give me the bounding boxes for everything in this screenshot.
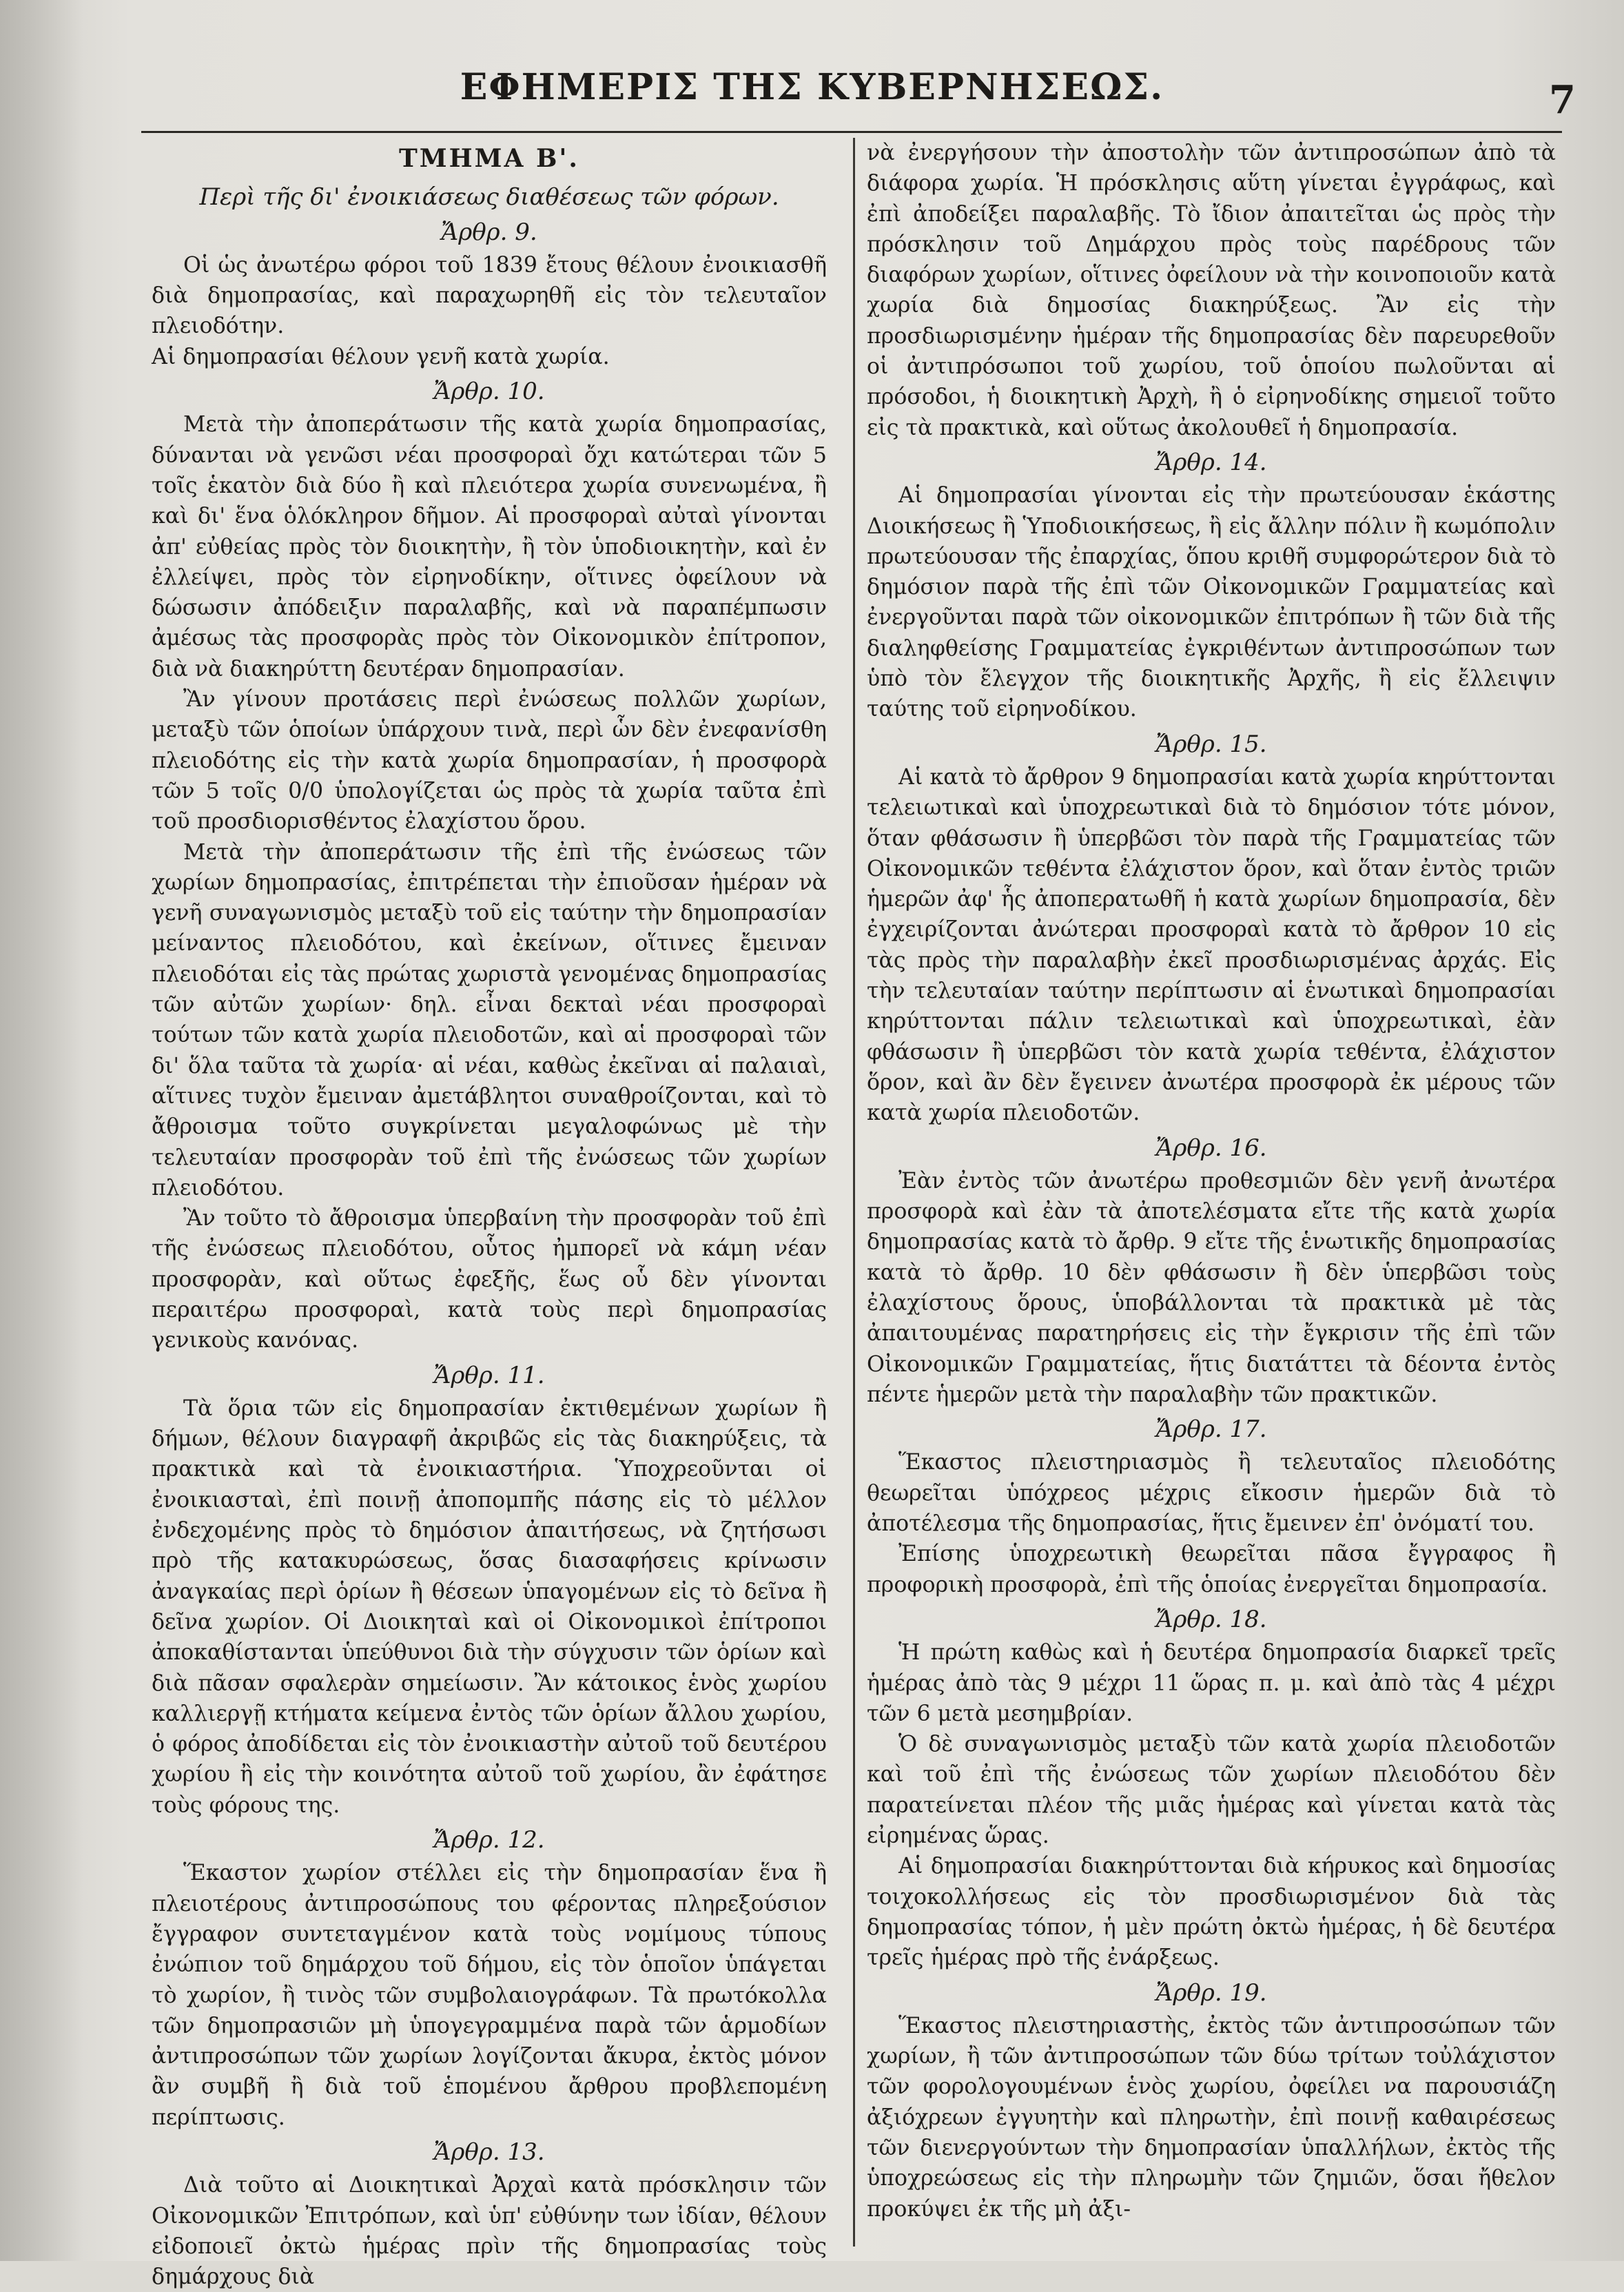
article-heading: Ἄρθρ. 9. xyxy=(441,218,537,246)
article-paragraph: Αἱ δημοπρασίαι διακηρύττονται διὰ κήρυκος καὶ δημοσίας τοιχοκολλήσεως εἰς τὸν προσδιωρισμένον διὰ τὰς δημοπρασίας τόπον, ἡ μὲν πρώτη ὀκτὼ ἡμέρας, ἡ δὲ δευτέρα τρεῖς ἡμέρας πρὸ τῆς ἐνάρξεως. xyxy=(867,1854,1556,1971)
article-paragraph: Ἐπίσης ὑποχρεωτικὴ θεωρεῖται πᾶσα ἔγγραφος ἢ προφορικὴ προσφορὰ, ἐπὶ τῆς ὁποίας ἐνεργεῖται δημοπρασία. xyxy=(867,1542,1556,1597)
header-rule xyxy=(141,131,1562,133)
article-paragraph: Ἡ πρώτη καθὼς καὶ ἡ δευτέρα δημοπρασία διαρκεῖ τρεῖς ἡμέρας ἀπὸ τὰς 9 μέχρι 11 ὥρας π. μ. καὶ ἀπὸ τὰς 4 μέχρι τῶν 6 μετὰ μεσημβρίαν. xyxy=(867,1640,1556,1726)
article-heading: Ἄρθρ. 15. xyxy=(1155,730,1267,758)
article-paragraph: Οἱ ὡς ἀνωτέρω φόροι τοῦ 1839 ἔτους θέλουν ἐνοικιασθῆ διὰ δημοπρασίας, καὶ παραχωρηθῆ εἰς τὸν τελευταῖον πλειοδότην. xyxy=(152,252,827,339)
article-paragraph: Ἂν τοῦτο τὸ ἄθροισμα ὑπερβαίνη τὴν προσφορὰν τοῦ ἐπὶ τῆς ἐνώσεως πλειοδότου, οὗτος ἠμπορεῖ νὰ κάμη νέαν προσφορὰν, καὶ οὕτως ἐφεξῆς, ἕως οὗ δὲν γίνονται περαιτέρω προσφοραὶ, κατὰ τοὺς περὶ δημοπρασίας γενικοὺς κανόνας. xyxy=(152,1206,827,1353)
article-paragraph: Ἐὰν ἐντὸς τῶν ἀνωτέρω προθεσμιῶν δὲν γενῆ ἀνωτέρα προσφορὰ καὶ ἐὰν τὰ ἀποτελέσματα εἴτε τῆς κατὰ χωρία δημοπρασίας κατὰ τὸ ἄρθρ. 9 εἴτε τῆς ἑνωτικῆς δημοπρασίας κατὰ τὸ ἄρθρ. 10 δὲν φθάσωσιν ἢ δὲν ὑπερβῶσι τοὺς ἐλαχίστους ὅρους, ὑποβάλλονται τὰ πρακτικὰ μὲ τὰς ἀπαιτουμένας παρατηρήσεις εἰς τὴν ἔγκρισιν τῆς ἐπὶ τῶν Οἰκονομικῶν Γραμματείας, ἥτις διατάττει τὰ δέοντα ἐντὸς πέντε ἡμερῶν μετὰ τὴν παραλαβὴν τῶν πρακτικῶν. xyxy=(867,1168,1556,1407)
article-paragraph: Μετὰ τὴν ἀποπεράτωσιν τῆς κατὰ χωρία δημοπρασίας, δύνανται νὰ γενῶσι νέαι προσφοραὶ ὄχι κατώτεραι τῶν 5 τοῖς ἑκατὸν διὰ δύο ἢ καὶ πλειότερα χωρία συνενωμένα, ἢ καὶ δι' ἕνα ὁλόκληρον δῆμον. Αἱ προσφοραὶ αὐταὶ γίνονται ἀπ' εὐθείας πρὸς τὸν διοικητὴν, ἢ τὸν ὑποδιοικητὴν, καὶ ἐν ἐλλείψει, πρὸς τὸν εἰρηνοδίκην, οἵτινες ὀφείλουν νὰ δώσωσιν ἀπόδειξιν παραλαβῆς, καὶ νὰ παραπέμπωσιν ἀμέσως τὰς προσφορὰς πρὸς τὸν Οἰκονομικὸν ἐπίτροπον, διὰ νὰ διακηρύττη δευτέραν δημοπρασίαν. xyxy=(152,412,827,682)
article-paragraph: Ἂν γίνουν προτάσεις περὶ ἐνώσεως πολλῶν χωρίων, μεταξὺ τῶν ὁποίων ὑπάρχουν τινὰ, περὶ ὧν δὲν ἐνεφανίσθη πλειοδότης εἰς τὴν κατὰ χωρία δημοπρασίαν, ἡ προσφορὰ τῶν 5 τοῖς 0/0 ὑπολογίζεται ὡς πρὸς τὰ χωρία ταῦτα ἐπὶ τοῦ προσδιορισθέντος ἐλαχίστου ὅρου. xyxy=(152,687,827,835)
article-heading: Ἄρθρ. 16. xyxy=(1155,1134,1267,1162)
article-heading: Ἄρθρ. 17. xyxy=(1155,1415,1267,1444)
article-heading: Ἄρθρ. 12. xyxy=(433,1826,545,1854)
right-column xyxy=(867,138,1556,2224)
article-heading: Ἄρθρ. 18. xyxy=(1155,1605,1267,1633)
article-paragraph: νὰ ἐνεργήσουν τὴν ἀποστολὴν τῶν ἀντιπροσώπων ἀπὸ τὰ διάφορα χωρία. Ἡ πρόσκλησις αὕτη γίνεται ἐγγράφως, καὶ ἐπὶ ἀποδείξει παραλαβῆς. Τὸ ἴδιον ἀπαιτεῖται ὡς πρὸς τὴν πρόσκλησιν τοῦ Δημάρχου πρὸς τοὺς παρέδρους τῶν διαφόρων χωρίων, οἵτινες ὀφείλουν νὰ τὴν κοινοποιοῦν κατὰ χωρία διὰ δημοσίας διακηρύξεως. Ἂν εἰς τὴν προσδιωρισμένην ἡμέραν τῆς δημοπρασίας δὲν παρευρεθοῦν οἱ ἀντιπρόσωποι τοῦ χωρίου, τοῦ ὁποίου πωλοῦνται αἱ πρόσοδοι, ἡ διοικητικὴ Ἀρχὴ, ἢ ὁ εἰρηνοδίκης σημειοῖ τοῦτο εἰς τὰ πρακτικὰ, καὶ οὕτως ἀκολουθεῖ ἡ δημοπρασία. xyxy=(867,141,1556,440)
left-column xyxy=(152,138,827,2292)
article-heading: Ἄρθρ. 19. xyxy=(1155,1978,1267,2007)
running-title: ΕΦΗΜΕΡΙΣ ΤΗΣ ΚΥΒΕΡΝΗΣΕΩΣ. xyxy=(460,66,1164,108)
article-paragraph: Αἱ δημοπρασίαι θέλουν γενῆ κατὰ χωρία. xyxy=(152,344,610,369)
page-number: 7 xyxy=(1549,77,1576,123)
article-paragraph: Τὰ ὅρια τῶν εἰς δημοπρασίαν ἐκτιθεμένων χωρίων ἢ δήμων, θέλουν διαγραφῆ ἀκριβῶς εἰς τὰς διακηρύξεις, τὰ πρακτικὰ καὶ τὰ ἐνοικιαστήρια. Ὑποχρεοῦνται οἱ ἐνοικιασταὶ, ἐπὶ ποινῇ ἀποπομπῆς πάσης εἰς τὸ μέλλον ἐνδεχομένης πρὸς τὸ δημόσιον ἀπαιτήσεως, νὰ ζητήσωσι πρὸ τῆς κατακυρώσεως, ὅσας διασαφήσεις κρίνωσιν ἀναγκαίας περὶ ὁρίων ἢ θέσεων ὑπαγομένων εἰς τὸ δεῖνα ἢ δεῖνα χωρίον. Οἱ Διοικηταὶ καὶ οἱ Οἰκονομικοὶ ἐπίτροποι ἀποκαθίστανται ὑπεύθυνοι διὰ τὴν σύγχυσιν τῶν ὁρίων καὶ διὰ πᾶσαν σφαλερὰν σημείωσιν. Ἂν κάτοικος ἑνὸς χωρίου καλλιεργῇ κτήματα κείμενα ἐντὸς τῶν ὁρίων ἄλλου χωρίου, ὁ φόρος ἀποδίδεται εἰς τὸν ἐνοικιαστὴν αὐτοῦ τοῦ δευτέρου χωρίου ἢ εἰς τὴν κοινότητα αὐτοῦ τοῦ χωρίου, ἂν ἐφάτησε τοὺς φόρους της. xyxy=(152,1395,827,1818)
article-paragraph: Ἕκαστος πλειστηριαστὴς, ἐκτὸς τῶν ἀντιπροσώπων τῶν χωρίων, ἢ τῶν ἀντιπροσώπων τῶν δύω τρίτων τοὐλάχιστον τῶν φορολογουμένων ἑνὸς χωρίου, ὀφείλει να παρουσιάζη ἀξιόχρεων ἐγγυητὴν καὶ πληρωτὴν, ἐπὶ ποινῇ καθαιρέσεως τῶν διενεργούντων τὴν δημοπρασίαν ὑπαλλήλων, ἐκτὸς τῆς ὑποχρεώσεως εἰς τὴν πληρωμὴν τῶν ζημιῶν, ὅσαι ἤθελον προκύψει ἐκ τῆς μὴ ἀξι- xyxy=(867,2013,1556,2222)
article-heading: Ἄρθρ. 13. xyxy=(433,2138,545,2166)
article-paragraph: Αἱ κατὰ τὸ ἄρθρον 9 δημοπρασίαι κατὰ χωρία κηρύττονται τελειωτικαὶ καὶ ὑποχρεωτικαὶ διὰ τὸ δημόσιον τότε μόνον, ὅταν φθάσωσιν ἢ ὑπερβῶσι τὸν παρὰ τῆς Γραμματείας τῶν Οἰκονομικῶν τεθέντα ἐλάχιστον ὅρον, καὶ ὅταν ἐντὸς τριῶν ἡμερῶν ἀφ' ἧς ἀποπερατωθῆ ἡ κατὰ χωρίων δημοπρασία, δὲν ἐγχειρίζονται ἀνώτεραι προσφοραὶ κατὰ τὸ ἄρθρον 10 εἰς τὰς πρὸς τὴν παραλαβὴν ἐκεῖ προσδιωρισμένας ἀρχάς. Εἰς τὴν τελευταίαν ταύτην περίπτωσιν αἱ ἑνωτικαὶ δημοπρασίαι κηρύττονται πάλιν τελειωτικαὶ καὶ ὑποχρεωτικαὶ, ἐὰν φθάσωσιν ἢ ὑπερβῶσι τὸν κατὰ χωρία τεθέντα, ἐλάχιστον ὅρον, καὶ ἂν δὲν ἔγεινεν ἀνωτέρα προσφορὰ ἐκ μέρους τῶν κατὰ χωρία πλειοδοτῶν. xyxy=(867,764,1556,1126)
article-paragraph: Διὰ τοῦτο αἱ Διοικητικαὶ Ἀρχαὶ κατὰ πρόσκλησιν τῶν Οἰκονομικῶν Ἐπιτρόπων, καὶ ὑπ' εὐθύνην των ἰδίαν, θέλουν εἰδοποιεῖ ὀκτὼ ἡμέρας πρὶν τῆς δημοπρασίας τοὺς δημάρχους διὰ xyxy=(152,2173,827,2290)
article-paragraph: Ἕκαστος πλειστηριασμὸς ἢ τελευταῖος πλειοδότης θεωρεῖται ὑπόχρεος μέχρις εἴκοσιν ἡμερῶν διὰ τὸ ἀποτέλεσμα τῆς δημοπρασίας, ἥτις ἔμεινεν ἐπ' ὀνόματί του. xyxy=(867,1450,1556,1537)
article-paragraph: Ὁ δὲ συναγωνισμὸς μεταξὺ τῶν κατὰ χωρία πλειοδοτῶν καὶ τοῦ ἐπὶ τῆς ἐνώσεως τῶν χωρίων πλειοδότου δὲν παρατείνεται πλέον τῆς μιᾶς ἡμέρας καὶ γίνεται κατὰ τὰς εἰρημένας ὥρας. xyxy=(867,1732,1556,1849)
article-heading: Ἄρθρ. 14. xyxy=(1155,448,1267,476)
article-paragraph: Ἕκαστον χωρίον στέλλει εἰς τὴν δημοπρασίαν ἕνα ἢ πλειοτέρους ἀντιπροσώπους του φέροντας πληρεξούσιον ἔγγραφον συντεταγμένον κατὰ τοὺς νομίμους τύπους ἐνώπιον τοῦ δημάρχου τοῦ δήμου, εἰς τὸν ὁποῖον ὑπάγεται τὸ χωρίον, ἢ τινὸς τῶν συμβολαιογράφων. Τὰ πρωτόκολλα τῶν δημοπρασιῶν μὴ ὑπογεγραμμένα παρὰ τῶν ἁρμοδίων ἀντιπροσώπων τῶν χωρίων λογίζονται ἄκυρα, ἐκτὸς μόνον ἂν συμβῆ ἢ διὰ τοῦ ἑπομένου ἄρθρου προβλεπομένη περίπτωσις. xyxy=(152,1861,827,2130)
section-subtitle: Περὶ τῆς δι' ἐνοικιάσεως διαθέσεως τῶν φόρων. xyxy=(199,183,779,212)
section-title: ΤΜΗΜΑ Β'. xyxy=(399,144,579,173)
article-heading: Ἄρθρ. 11. xyxy=(433,1361,545,1389)
page-shadow-edge xyxy=(0,0,83,2261)
column-divider xyxy=(853,138,855,2247)
article-heading: Ἄρθρ. 10. xyxy=(433,378,545,406)
article-paragraph: Αἱ δημοπρασίαι γίνονται εἰς τὴν πρωτεύουσαν ἑκάστης Διοικήσεως ἢ Ὑποδιοικήσεως, ἢ εἰς ἄλλην πόλιν ἢ κωμόπολιν πρωτεύουσαν τῆς ἐπαρχίας, ὅπου κριθῆ συμφορώτερον διὰ τὸ δημόσιον παρὰ τῆς ἐπὶ τῶν Οἰκονομικῶν Γραμματείας καὶ ἐνεργοῦνται παρὰ τῶν οἰκονομικῶν ἐπιτρόπων ἢ τῶν διὰ τῆς διαληφθείσης Γραμματείας ἐγκριθέντων ἀντιπροσώπων των ὑπὸ τὸν ἔλεγχον τῆς διοικητικῆς Ἀρχῆς, ἢ εἰς ἔλλειψιν ταύτης τοῦ εἰρηνοδίκου. xyxy=(867,483,1556,722)
article-paragraph: Μετὰ τὴν ἀποπεράτωσιν τῆς ἐπὶ τῆς ἐνώσεως τῶν χωρίων δημοπρασίας, ἐπιτρέπεται τὴν ἐπιοῦσαν ἡμέραν νὰ γενῆ συναγωνισμὸς μεταξὺ τοῦ εἰς ταύτην τὴν δημοπρασίαν μείναντος πλειοδότου, καὶ ἐκείνων, οἵτινες ἔμειναν πλειοδόται εἰς τὰς πρώτας χωριστὰ γενομένας δημοπρασίας τῶν αὐτῶν χωρίων· δηλ. εἶναι δεκταὶ νέαι προσφοραὶ τούτων τῶν κατὰ χωρία πλειοδοτῶν, καὶ αἱ προσφοραὶ τῶν δι' ὅλα ταῦτα τὰ χωρία· αἱ νέαι, καθὼς ἐκεῖναι αἱ παλαιαὶ, αἵτινες τυχὸν ἔμειναν ἀμετάβλητοι συναθροίζονται, καὶ τὸ ἄθροισμα τοῦτο συγκρίνεται μεγαλοφώνως μὲ τὴν τελευταίαν προσφορὰν τοῦ ἐπὶ τῆς ἐνώσεως τῶν χωρίων πλειοδότου. xyxy=(152,839,827,1200)
